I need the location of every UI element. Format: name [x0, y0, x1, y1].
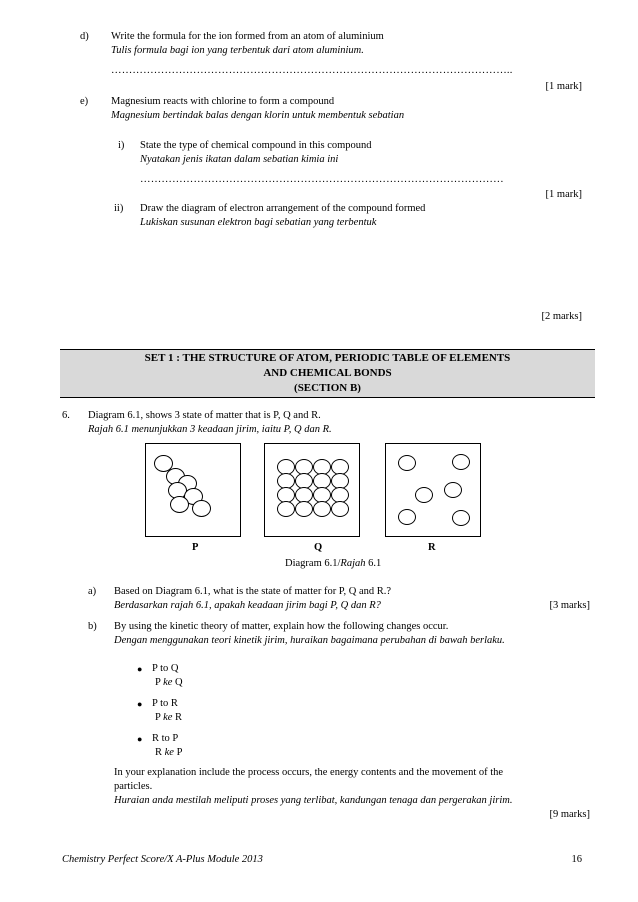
particle: [331, 501, 349, 517]
particle: [277, 501, 295, 517]
question-e-i-answer-line: …………………………………………………………………………………………: [140, 174, 504, 185]
particle: [295, 501, 313, 517]
question-e-ii-mark: [2 marks]: [541, 311, 582, 322]
question-e-ii-text: Draw the diagram of electron arrangement of the compound formed: [140, 203, 426, 214]
bullet-icon: ●: [137, 734, 143, 744]
diagram-q-box: [264, 443, 360, 537]
question-6b-translation: Dengan menggunakan teori kinetik jirim, huraikan bagaimana perubahan di bawah berlaku.: [114, 635, 505, 646]
bullet-2-translation: P ke R: [155, 712, 183, 723]
question-e-translation: Magnesium bertindak balas dengan klorin untuk membentuk sebatian: [111, 110, 405, 121]
bullet-1-text: P to Q: [152, 663, 179, 674]
page-number: 16: [571, 854, 582, 865]
question-e-i-label: i): [118, 140, 125, 151]
question-6a-mark: [3 marks]: [549, 600, 590, 611]
question-e-ii-label: ii): [114, 203, 124, 214]
particle: [398, 509, 416, 525]
particle: [170, 496, 189, 513]
bullet-1-translation: P ke Q: [155, 677, 183, 688]
question-e-text: Magnesium reacts with chlorine to form a compound: [111, 96, 335, 107]
question-6-number: 6.: [62, 410, 70, 421]
question-e-i-text: State the type of chemical compound in this compound: [140, 140, 372, 151]
particle: [192, 500, 211, 517]
explanation-text-2: particles.: [114, 781, 153, 792]
diagram-r-box: [385, 443, 481, 537]
diagram-p-box: [145, 443, 241, 537]
particle: [452, 510, 470, 526]
question-d-mark: [1 mark]: [545, 81, 582, 92]
question-d-text: Write the formula for the ion formed from an atom of aluminium: [111, 31, 384, 42]
particle: [398, 455, 416, 471]
footer-title: Chemistry Perfect Score/X A-Plus Module 2013: [62, 854, 263, 865]
question-6a-translation: Berdasarkan rajah 6.1, apakah keadaan jirim bagi P, Q dan R?: [114, 600, 381, 611]
question-6-text: Diagram 6.1, shows 3 state of matter that is P, Q and R.: [88, 410, 321, 421]
bullet-3-text: R to P: [152, 733, 179, 744]
banner-line-2: AND CHEMICAL BONDS: [263, 367, 392, 379]
particle: [313, 501, 331, 517]
bullet-icon: ●: [137, 664, 143, 674]
section-banner: [60, 349, 595, 398]
question-6b-text: By using the kinetic theory of matter, explain how the following changes occur.: [114, 621, 449, 632]
question-d-translation: Tulis formula bagi ion yang terbentuk dari atom aluminium.: [111, 45, 364, 56]
diagram-label-r: R: [428, 542, 436, 553]
bullet-3-translation: R ke P: [155, 747, 183, 758]
banner-line-3: (SECTION B): [294, 382, 361, 394]
explanation-text-1: In your explanation include the process occurs, the energy contents and the movement of the: [114, 767, 504, 778]
bullet-2-text: P to R: [152, 698, 178, 709]
question-e-i-translation: Nyatakan jenis ikatan dalam sebatian kimia ini: [140, 154, 339, 165]
explanation-translation: Huraian anda mestilah meliputi proses yang terlibat, kandungan tenaga dan pergerakan jirim.: [114, 795, 513, 806]
question-d-label: d): [80, 31, 89, 42]
diagram-label-p: P: [192, 542, 199, 553]
question-6-translation: Rajah 6.1 menunjukkan 3 keadaan jirim, iaitu P, Q dan R.: [88, 424, 332, 435]
question-6b-mark: [9 marks]: [549, 809, 590, 820]
question-d-answer-line: …………………………………………………………………………………………………..: [111, 65, 513, 76]
question-e-i-mark: [1 mark]: [545, 189, 582, 200]
question-6b-label: b): [88, 621, 97, 632]
question-6a-label: a): [88, 586, 97, 597]
diagram-caption: Diagram 6.1/Rajah 6.1: [285, 558, 382, 569]
particle: [415, 487, 433, 503]
question-e-label: e): [80, 96, 89, 107]
bullet-icon: ●: [137, 699, 143, 709]
particle: [444, 482, 462, 498]
question-e-ii-translation: Lukiskan susunan elektron bagi sebatian yang terbentuk: [140, 217, 377, 228]
question-6a-text: Based on Diagram 6.1, what is the state of matter for P, Q and R.?: [114, 586, 392, 597]
banner-line-1: SET 1 : THE STRUCTURE OF ATOM, PERIODIC TABLE OF ELEMENTS: [144, 352, 511, 364]
particle: [452, 454, 470, 470]
diagram-label-q: Q: [314, 542, 323, 553]
